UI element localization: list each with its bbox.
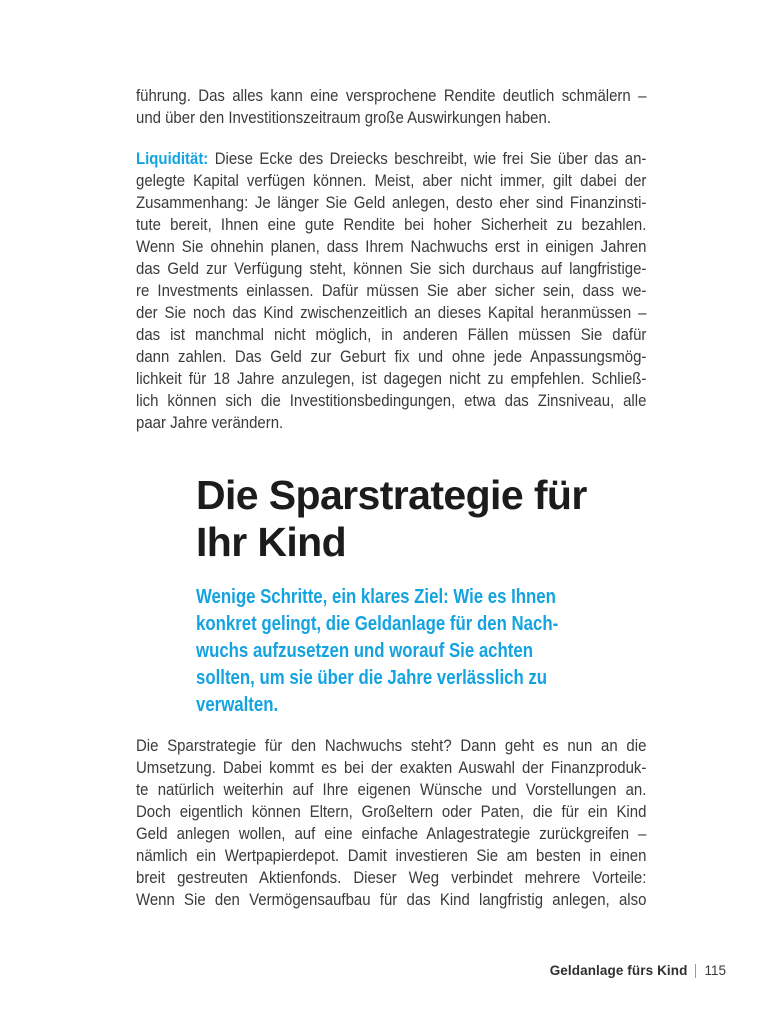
paragraph-body [136, 735, 646, 911]
text-line: nämlich ein Wertpapierdepot. Damit investieren Sie am besten in einen [136, 846, 647, 865]
text-line: der Sie noch das Kind zwischenzeitlich an dieses Kapital heranmüssen – [136, 303, 647, 322]
page-footer [550, 963, 726, 979]
footer-separator-bar [695, 964, 696, 978]
text-line: breit gestreuten Aktienfonds. Dieser Weg verbindet mehrere Vorteile: [136, 868, 647, 887]
liquidity-first-line [136, 148, 646, 170]
text-line: Umsetzung. Dabei kommt es bei der exakten Auswahl der Finanzproduk- [136, 758, 647, 777]
paragraph-intro-continuation [136, 85, 646, 129]
text-line: sollten, um sie über die Jahre verlässlich zu [196, 667, 548, 689]
liquidity-paragraph-lines [136, 170, 646, 434]
chapter-subtitle [196, 584, 582, 719]
text-line: konkret gelingt, die Geldanlage für den Nach- [196, 613, 559, 635]
text-line: Wenn Sie den Vermögensaufbau für das Kind langfristig anlegen, also [136, 890, 647, 909]
text-line: Wenige Schritte, ein klares Ziel: Wie es Ihnen [196, 586, 556, 608]
text-line: tute bereit, Ihnen eine gute Rendite bei hoher Sicherheit zu bezahlen. [136, 215, 647, 234]
text-line: Doch eigentlich können Eltern, Großeltern oder Paten, die für ein Kind [136, 802, 647, 821]
text-line: re Investments einlassen. Dafür müssen Sie aber sicher sein, dass we- [136, 281, 647, 300]
text-line: und über den Investitionszeitraum große Auswirkungen haben. [136, 108, 551, 127]
chapter-title [196, 472, 587, 566]
text-line: te natürlich weiterhin auf Ihre eigenen Wünsche und Vorstellungen an. [136, 780, 647, 799]
text-line: gelegte Kapital verfügen können. Meist, aber nicht immer, gilt dabei der [136, 171, 647, 190]
text-line: dann zahlen. Das Geld zur Geburt fix und ohne jede Anpassungsmög- [136, 347, 647, 366]
text-line: Die Sparstrategie für [196, 472, 587, 518]
text-line: lichkeit für 18 Jahre anzulegen, ist dagegen nicht zu empfehlen. Schließ- [136, 369, 647, 388]
text-line: führung. Das alles kann eine versprochene Rendite deutlich schmälern – [136, 86, 647, 105]
footer-page-number: 115 [704, 963, 726, 978]
text-line: das Geld zur Verfügung steht, können Sie sich durchaus auf langfristige- [136, 259, 647, 278]
text-line: Die Sparstrategie für den Nachwuchs steht? Dann geht es nun an die [136, 736, 647, 755]
text-line: das ist manchmal nicht möglich, in anderen Fällen müssen Sie dafür [136, 325, 647, 344]
text-line: verwalten. [196, 694, 279, 716]
text-line: lich können sich die Investitionsbedingungen, etwa das Zinsniveau, alle [136, 391, 647, 410]
text-line: Ihr Kind [196, 519, 347, 565]
liquidity-term-label: Liquidität: [136, 149, 209, 168]
text-line: Geld anlegen wollen, auf eine einfache Anlagestrategie zurückgreifen – [136, 824, 647, 843]
text-line: Zusammenhang: Je länger Sie Geld anlegen, desto eher sind Finanzinsti- [136, 193, 647, 212]
paragraph-liquidity [136, 148, 646, 434]
footer-section-label: Geldanlage fürs Kind [549, 963, 688, 978]
text-line: paar Jahre verändern. [136, 413, 284, 432]
text-line: Wenn Sie ohnehin planen, dass Ihrem Nachwuchs erst in einigen Jahren [136, 237, 647, 256]
liquidity-first-line-text: Diese Ecke des Dreiecks beschreibt, wie frei Sie über das an- [214, 149, 647, 168]
text-line: wuchs aufzusetzen und worauf Sie achten [196, 640, 533, 662]
